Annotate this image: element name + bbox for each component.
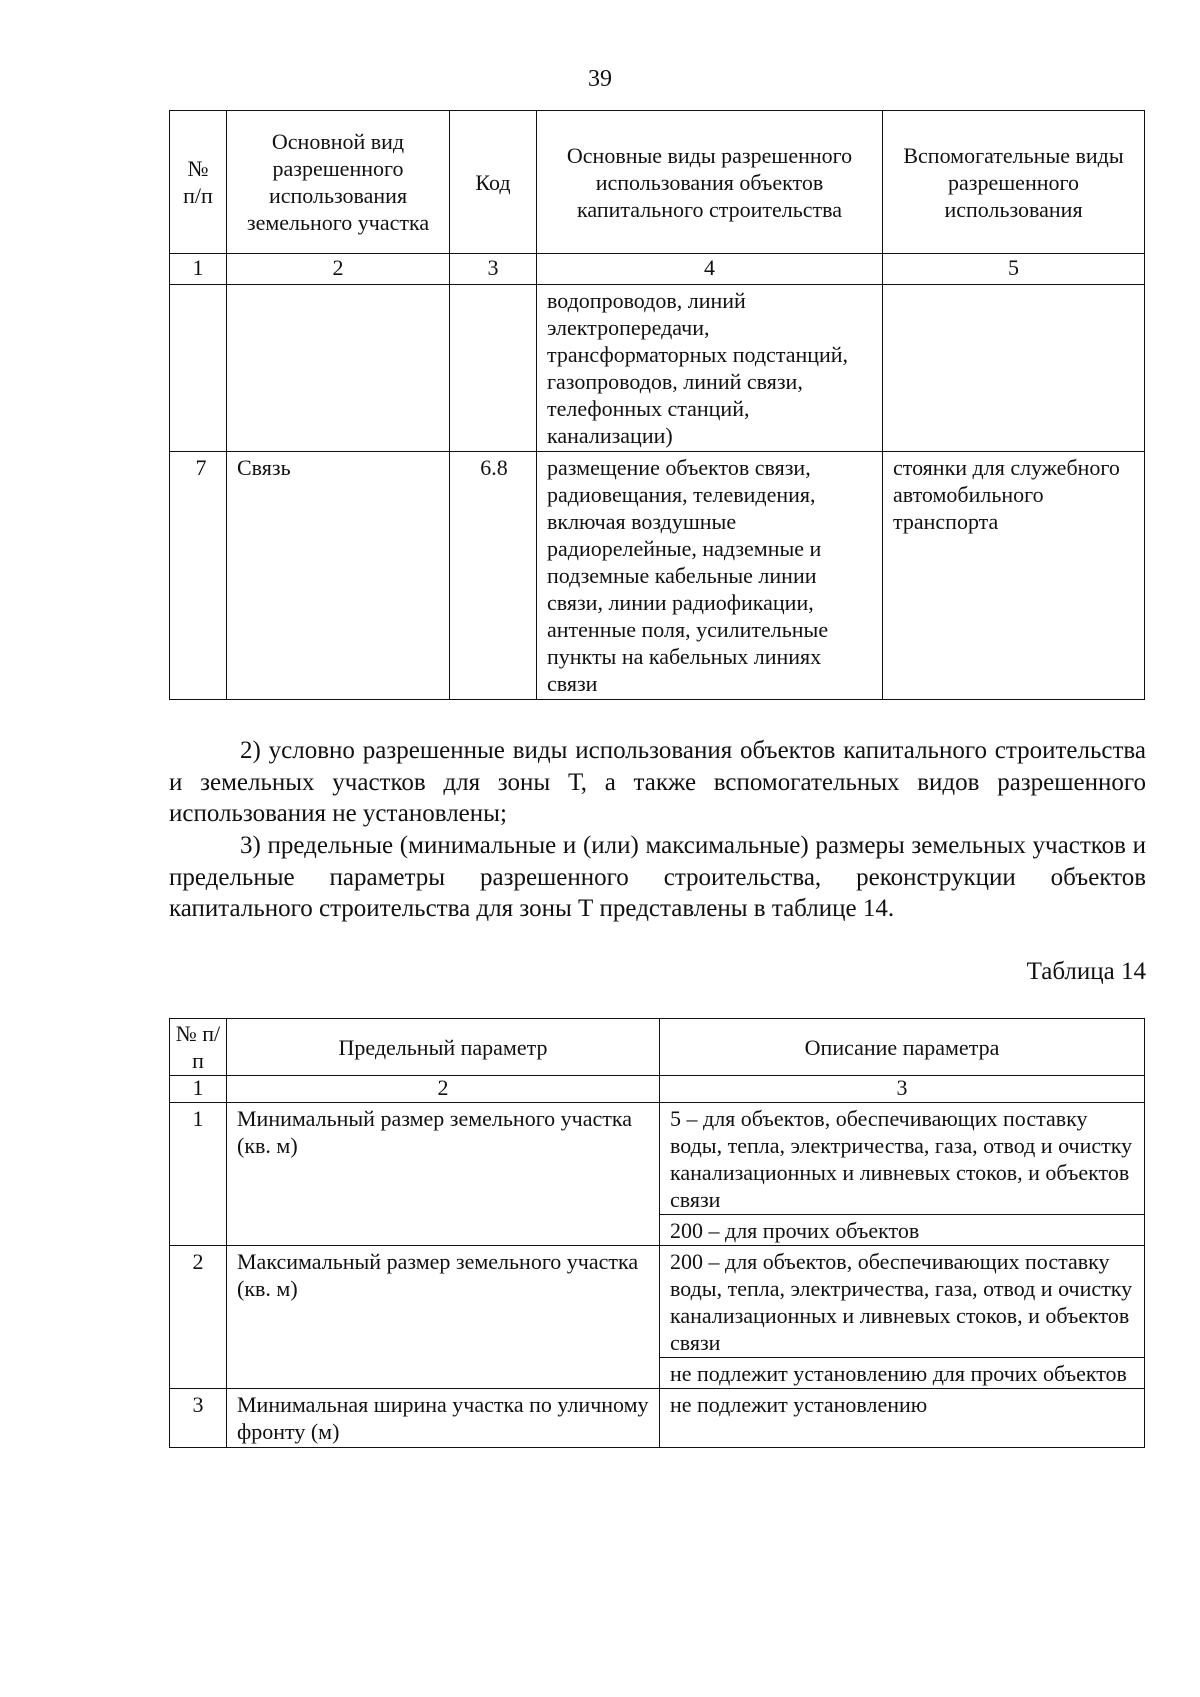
column-number: 3	[660, 1076, 1145, 1103]
column-number: 2	[227, 1076, 660, 1103]
column-number: 1	[170, 1076, 227, 1103]
table-caption: Таблица 14	[1026, 958, 1146, 985]
paragraph-limit-parameters: 3) предельные (минимальные и (или) максимальные) размеры земельных участков и предельные параметры разрешенного строительства, реконструкции объектов капитального строительства для зоны Т представлены в таблице 14.	[169, 832, 1146, 922]
row-land-use	[227, 285, 450, 452]
header-number: № п/п	[170, 1019, 227, 1076]
aux-uses-text: стоянки для служебного автомобильного транспорта	[893, 455, 1120, 534]
row-code: 6.8	[450, 452, 537, 700]
paragraph-conditional-uses: 2) условно разрешенные виды использования объектов капитального строительства и земельных участков для зоны Т, а также вспомогательных видов разрешенного использования не установлены;	[169, 737, 1146, 827]
row-number: 1	[170, 1103, 227, 1246]
column-number: 5	[883, 254, 1145, 285]
row-number	[170, 285, 227, 452]
column-number-row	[170, 1076, 1145, 1103]
header-aux-uses: Вспомогательные виды разрешенного использования	[883, 111, 1145, 254]
description-part: 5 – для объектов, обеспечивающих поставку воды, тепла, электричества, газа, отвод и очистку канализационных и ливневых стоков, и объектов связи	[660, 1103, 1144, 1215]
row-parameter: Максимальный размер земельного участка (кв. м)	[227, 1246, 660, 1389]
row-number: 3	[170, 1389, 227, 1448]
limit-parameters-table	[169, 1018, 1145, 1448]
row-description	[660, 1103, 1145, 1246]
page-number: 39	[588, 66, 612, 92]
row-aux-uses	[883, 285, 1145, 452]
column-number: 4	[537, 254, 883, 285]
table-header-row	[170, 1019, 1145, 1076]
table-row	[170, 1246, 1145, 1389]
description-part: 200 – для прочих объектов	[670, 1218, 920, 1243]
row-number: 7	[170, 452, 227, 700]
column-number: 1	[170, 254, 227, 285]
main-uses-text: водопроводов, линий электропередачи, трансформаторных подстанций, газопроводов, линий связи, телефонных станций, канализации)	[547, 288, 849, 448]
table-row	[170, 452, 1145, 700]
row-parameter: Минимальная ширина участка по уличному фронту (м)	[227, 1389, 660, 1448]
description-part: не подлежит установлению	[670, 1392, 928, 1417]
row-aux-uses	[883, 452, 1145, 700]
main-uses-text: размещение объектов связи, радиовещания, телевидения, включая воздушные радиорелейные, надземные и подземные кабельные линии связи, линии радиофикации, антенные поля, усилительные пункты на кабельных линиях связи	[547, 455, 829, 696]
row-number: 2	[170, 1246, 227, 1389]
header-code: Код	[450, 111, 537, 254]
header-main-uses: Основные виды разрешенного использования объектов капитального строительства	[537, 111, 883, 254]
column-number: 3	[450, 254, 537, 285]
row-main-uses	[537, 285, 883, 452]
header-description: Описание параметра	[660, 1019, 1145, 1076]
row-land-use: Связь	[227, 452, 450, 700]
row-main-uses	[537, 452, 883, 700]
table-header-row	[170, 111, 1145, 254]
table-row	[170, 1389, 1145, 1448]
row-description	[660, 1246, 1145, 1389]
table-row	[170, 1103, 1145, 1246]
row-code	[450, 285, 537, 452]
permitted-use-table	[169, 110, 1145, 700]
description-part: не подлежит установлению для прочих объектов	[670, 1361, 1127, 1386]
description-part: 200 – для объектов, обеспечивающих поставку воды, тепла, электричества, газа, отвод и очистку канализационных и ливневых стоков, и объектов связи	[660, 1246, 1144, 1358]
header-parameter: Предельный параметр	[227, 1019, 660, 1076]
header-land-use: Основной вид разрешенного использования земельного участка	[227, 111, 450, 254]
table-row	[170, 285, 1145, 452]
row-description	[660, 1389, 1145, 1448]
row-parameter: Минимальный размер земельного участка (кв. м)	[227, 1103, 660, 1246]
column-number-row	[170, 254, 1145, 285]
header-number: № п/п	[170, 111, 227, 254]
column-number: 2	[227, 254, 450, 285]
